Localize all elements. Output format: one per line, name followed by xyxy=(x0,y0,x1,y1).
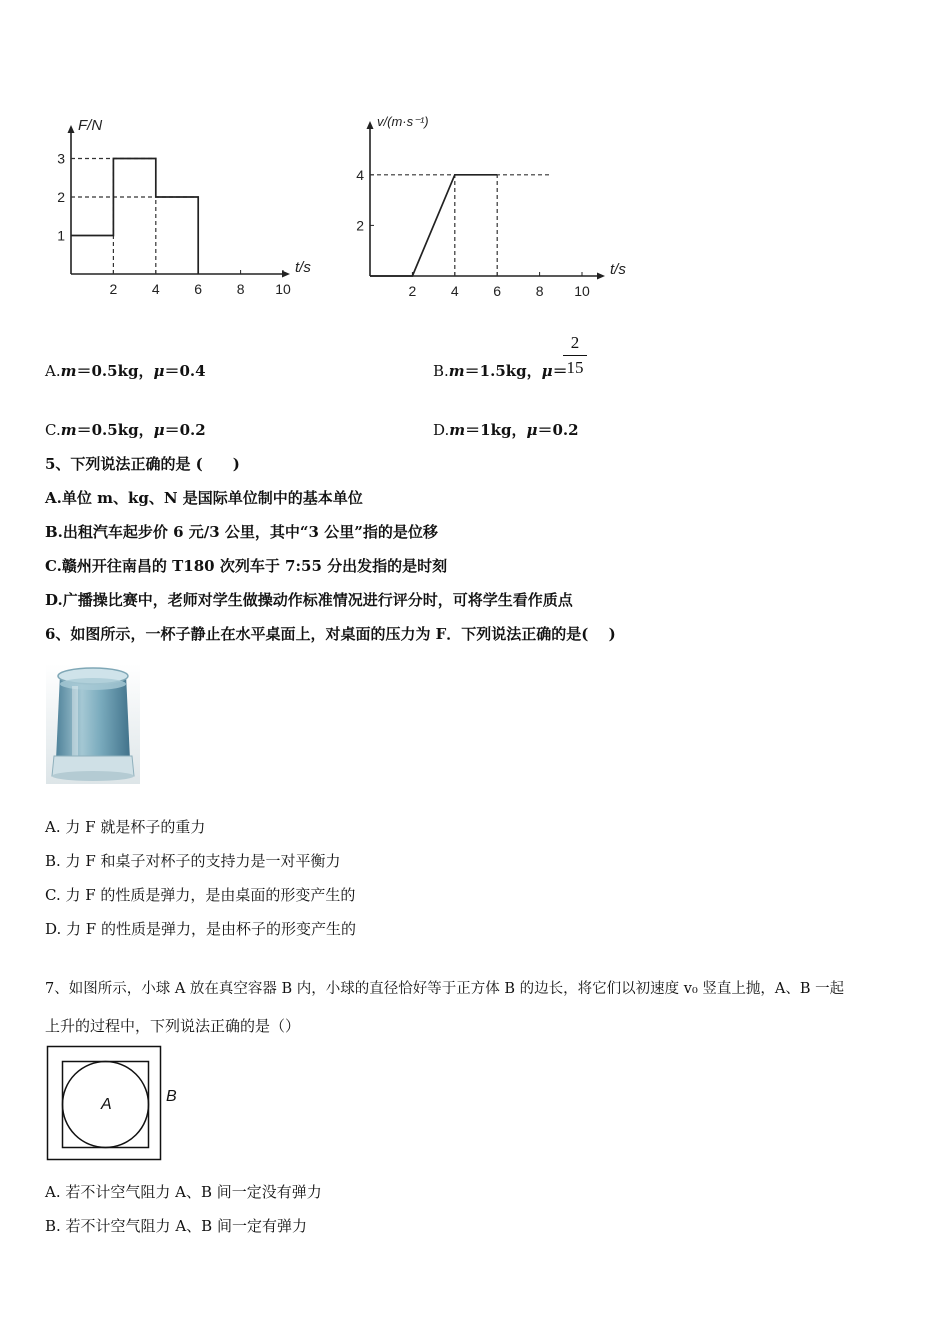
x-tick-label: 6 xyxy=(493,283,502,299)
y-tick-label: 2 xyxy=(57,189,65,205)
series-line-F xyxy=(71,159,198,275)
q5-option-a[interactable]: A.单位 m、kg、N 是国际单位制中的基本单位 xyxy=(45,489,363,507)
q7-stem-line2: 上升的过程中，下列说法正确的是（） xyxy=(45,1017,301,1035)
q7-option-a[interactable]: A. 若不计空气阻力 A、B 间一定没有弹力 xyxy=(45,1183,322,1201)
q5-option-d[interactable]: D.广播操比赛中，老师对学生做操动作标准情况进行评分时，可将学生看作质点 xyxy=(45,591,573,609)
velocity-time-chart xyxy=(340,105,640,305)
q5-option-b[interactable]: B.出租汽车起步价 6 元/3 公里，其中“3 公里”指的是位移 xyxy=(45,523,438,541)
series-line-v xyxy=(370,175,497,276)
x-axis-arrow xyxy=(597,273,605,280)
y-axis-label: F/N xyxy=(78,117,103,134)
y-tick-label: 1 xyxy=(57,227,65,244)
q6-stem: 6、如图所示，一杯子静止在水平桌面上，对桌面的压力为 F．下列说法正确的是( ) xyxy=(45,625,616,643)
x-axis-label: t/s xyxy=(295,259,311,276)
force-time-chart xyxy=(40,110,340,305)
x-tick-label: 10 xyxy=(574,283,590,299)
y-tick-label: 4 xyxy=(356,166,364,183)
y-axis-arrow xyxy=(367,121,374,129)
label-a: A xyxy=(101,1096,112,1113)
x-tick-label: 4 xyxy=(151,281,160,297)
q7-stem-line1: 7、如图所示，小球 A 放在真空容器 B 内，小球的直径恰好等于正方体 B 的边长，将它们以初速度 v₀ 竖直上抛，A、B 一起 xyxy=(45,981,845,997)
y-tick-label: 2 xyxy=(356,217,364,234)
q6-option-d[interactable]: D. 力 F 的性质是弹力，是由杯子的形变产生的 xyxy=(45,920,356,938)
velocity-time-plot xyxy=(356,114,626,299)
y-axis-label: v/(m·s⁻¹) xyxy=(377,114,429,129)
q6-option-c[interactable]: C. 力 F 的性质是弹力，是由桌面的形变产生的 xyxy=(45,886,356,904)
fraction-denominator: 15 xyxy=(566,358,584,377)
x-tick-label: 6 xyxy=(194,281,203,297)
q5-option-c[interactable]: C.赣州开往南昌的 T180 次列车于 7:55 分出发指的是时刻 xyxy=(45,557,448,575)
q5-stem: 5、下列说法正确的是 ( ) xyxy=(45,455,240,473)
mu-fraction xyxy=(563,334,587,377)
q4-option-b[interactable]: B.m＝1.5kg，μ＝ xyxy=(433,362,568,380)
x-tick-label: 8 xyxy=(535,283,544,299)
x-tick-label: 2 xyxy=(408,283,417,299)
q4-option-a[interactable]: A.m＝0.5kg，μ＝0.4 xyxy=(45,362,206,380)
fraction-numerator: 2 xyxy=(563,334,587,356)
label-b: B xyxy=(166,1088,177,1105)
force-time-plot xyxy=(57,117,311,297)
q4-option-d[interactable]: D.m＝1kg，μ＝0.2 xyxy=(433,421,579,439)
x-tick-label: 2 xyxy=(109,281,118,297)
x-axis-label: t/s xyxy=(610,261,626,278)
q4-option-c[interactable]: C.m＝0.5kg，μ＝0.2 xyxy=(45,421,206,439)
y-tick-label: 3 xyxy=(57,150,65,167)
glass-cup-image xyxy=(46,664,140,784)
q6-option-a[interactable]: A. 力 F 就是杯子的重力 xyxy=(45,818,206,836)
q6-option-b[interactable]: B. 力 F 和桌子对杯子的支持力是一对平衡力 xyxy=(45,852,341,870)
ball-in-box-diagram xyxy=(46,1045,196,1163)
q7-option-b[interactable]: B. 若不计空气阻力 A、B 间一定有弹力 xyxy=(45,1217,307,1235)
x-tick-label: 8 xyxy=(236,281,245,297)
x-tick-label: 10 xyxy=(275,281,291,297)
y-axis-arrow xyxy=(68,125,75,133)
x-tick-label: 4 xyxy=(450,283,459,299)
